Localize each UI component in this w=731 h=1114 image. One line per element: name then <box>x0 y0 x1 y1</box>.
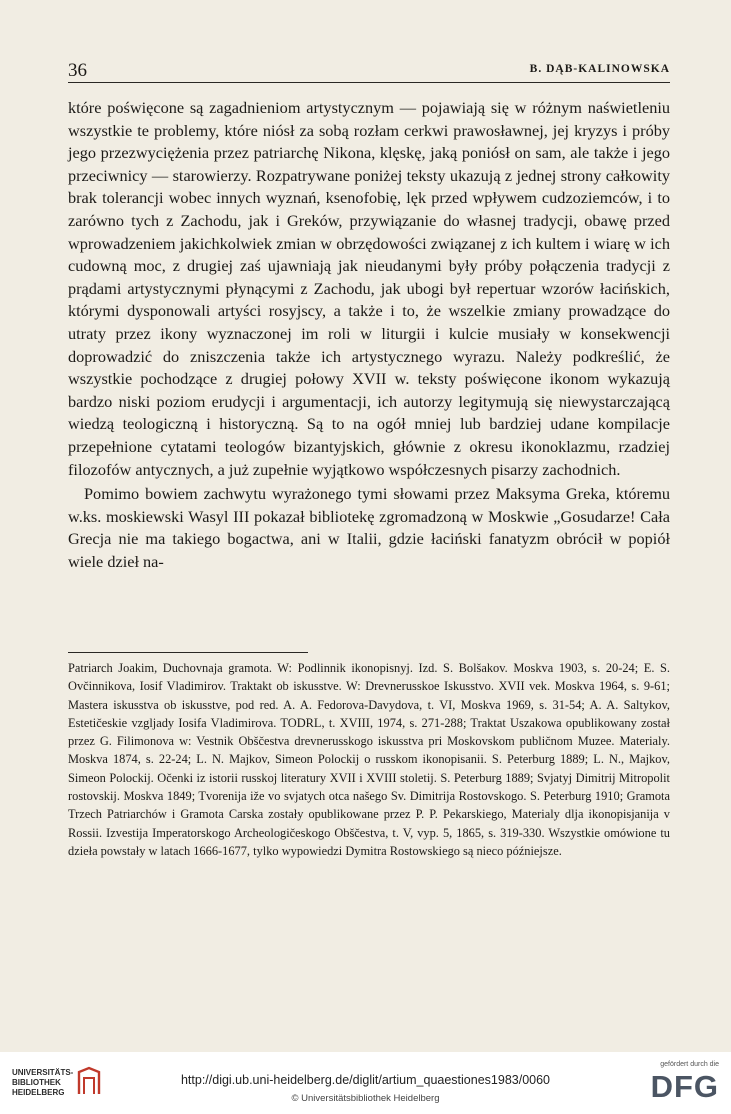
copyright-text: © Universitätsbibliothek Heidelberg <box>291 1093 440 1104</box>
page-number: 36 <box>68 60 87 81</box>
footnote-rule <box>68 652 308 653</box>
paragraph: Pomimo bowiem zachwytu wyrażonego tymi słowami przez Maksyma Greka, któremu w.ks. moskiewski Wasyl III pokazał bibliotekę zgromadzoną w Moskwie „Gosudarze! Cała Grecja nie ma takiego bogactwa, ani w Italii, gdzie łaciński fanatyzm obrócił w popiół wiele dzieł na- <box>68 484 670 571</box>
library-line: HEIDELBERG <box>12 1088 65 1097</box>
funding-note: gefördert durch die <box>660 1061 719 1068</box>
running-head: B. DĄB-KALINOWSKA <box>529 63 670 75</box>
main-text <box>68 97 670 573</box>
footnotes <box>68 659 670 860</box>
library-line: UNIVERSITÄTS- <box>12 1068 74 1077</box>
dfg-logo: DFG <box>650 1069 719 1104</box>
header-rule <box>68 82 670 83</box>
paragraph: które poświęcone są zagadnieniom artystycznym — pojawiają się w różnym naświetleniu wszystkie te problemy, które niósł za sobą rozłam cerkwi prawosławnej, jej kryzys i próby jego przezwyciężenia przez patriarchę Nikona, klęskę, jaką poniósł on sam, ale także i jego przeciwnicy — starowierzy. Rozpatrywane poniżej teksty ukazują z jednej strony całkowity brak tolerancji wobec innych wyznań, ksenofobię, lęk przed wpływem cudzoziemców, i to zarówno tych z Zachodu, jak i Greków, przywiązanie do własnej tradycji, obawę przed wprowadzeniem jakichkolwiek zmian w obrzędowości związanej z ich kultem i wiarę w ich cudowną moc, z drugiej zaś ujawniają jak nieudanymi były próby połączenia tradycji z prądami artystycznymi płynącymi z Zachodu, jak ubogi był repertuar wzorów łacińskich, którymi dysponowali artyści rosyjscy, a także i to, że wszelkie zmiany prowadzące do utraty przez ikony wyznaczonej im roli w liturgii i kulcie musiały w konsekwencji doprowadzić do zniszczenia także ich artystycznego wyrazu. Należy podkreślić, że wszystkie pochodzące z drugiej połowy XVII w. teksty poświęcone ikonom wykazują bardzo niski poziom erudycji i argumentacji, ich autorzy legitymują się niewystarczającą wiedzą teologiczną i historyczną. Są to na ogół mniej lub bardziej udane kompilacje przepełnione cytatami teologów bizantyjskich, głównie z okresu ikonoklazmu, rzadziej filozofów antycznych, a już zupełnie wyjątkowo współczesnych pisarzy zachodnich. <box>68 98 670 479</box>
digitization-footer <box>0 1052 731 1114</box>
source-url-link[interactable]: http://digi.ub.uni-heidelberg.de/diglit/artium_quaestiones1983/0060 <box>180 1073 550 1087</box>
page-header <box>68 58 670 84</box>
footnote: Patriarch Joakim, Duchovnaja gramota. W: Podlinnik ikonopisnyj. Izd. S. Bolšakov. Moskva 1903, s. 20-24; E. S. Ovčinnikova, Iosif Vladimirov. Traktakt ob iskusstve. W: Drevnerusskoe Iskusstvo. XVII vek. Moskva 1964, s. 9-61; Mastera iskusstva ob iskusstve, pod red. A. A. Fedorova-Davydova, t. VI, Moskva 1969, s. 31-54; A. A. Saltykov, Estetičeskie vzgljady Iosifa Vladimirova. TODRL, t. XVIII, 1974, s. 271-288; Traktat Uszakowa opublikowany został przez G. Filimonova w: Vestnik Obščestva drevnerusskogo iskusstva pri Moskovskom publičnom Muzee. Materialy. Moskva 1874, s. 22-24; L. N. Majkov, Simeon Polockij o russkom ikonopisanii. S. Peterburg 1889; L. N., Majkov, Simeon Polockij. Očenki iz istorii russkoj literatury XVII i XVIII stoletij. S. Peterburg 1889; Svjatyj Dimitrij Mitropolit rostovskij. Moskva 1849; Tvorenija iže vo svjatych otca našego Sv. Dimitrija Rostovskogo. S. Peterburg 1910; Gramota Trzech Patriarchów i Gramota Carska zostały opublikowane przez P. P. Pekarskiego, Materialy dlja ikonopisjanija v Rossii. Izvestija Imperatorskogo Archeologičeskogo Obščestva, t. V, vyp. 5, 1865, s. 319-330. Wszystkie omówione tu dzieła powstały w latach 1666-1677, tylko wypowiedzi Dymitra Rostowskiego są nieco późniejsze. <box>68 661 670 858</box>
library-line: BIBLIOTHEK <box>12 1078 61 1087</box>
